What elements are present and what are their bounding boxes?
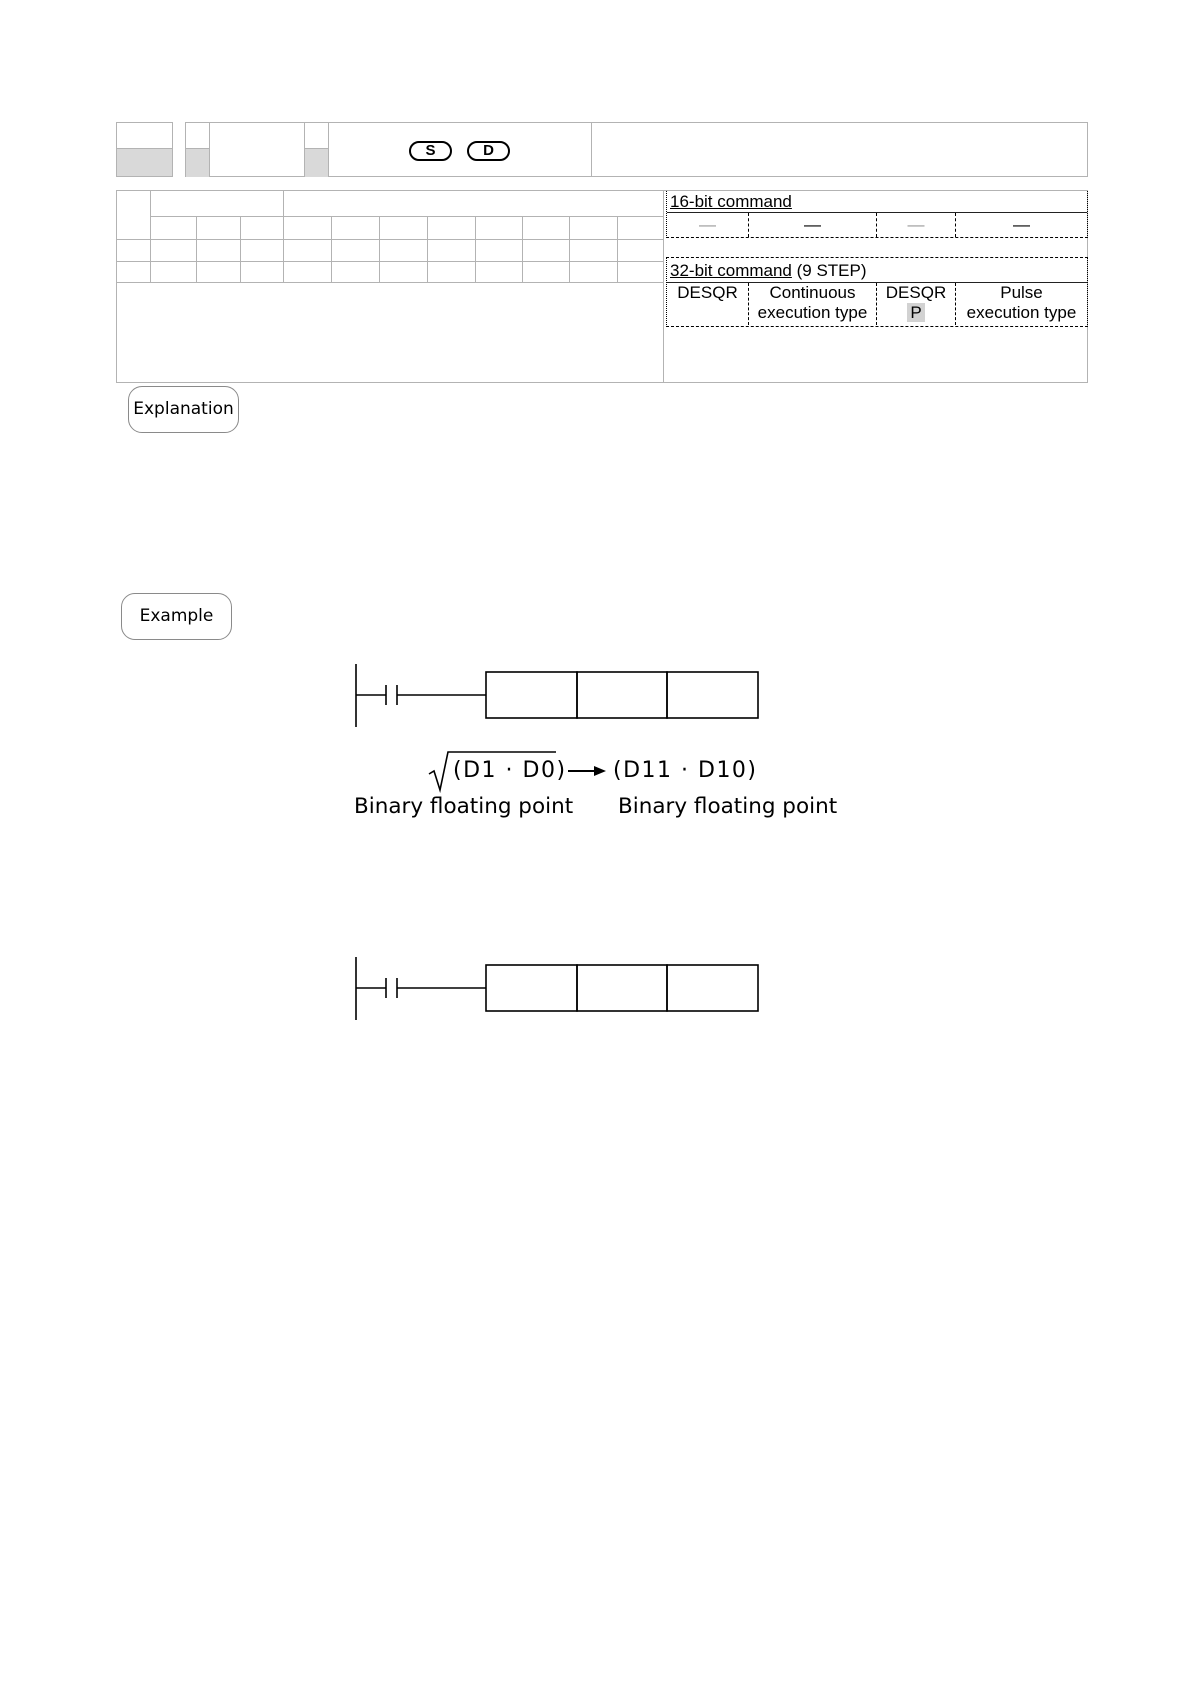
command-16bit-cell: — [749, 213, 877, 237]
grid-cell [284, 217, 332, 240]
grid-cell [197, 217, 241, 240]
command-16bit-cell: — [877, 213, 956, 237]
grid-cell [151, 217, 197, 240]
grid-cell [428, 240, 476, 262]
command-16bit-title: 16-bit command [670, 192, 792, 211]
command-32bit-title: 32-bit command [670, 261, 792, 280]
pulse-suffix-cell [305, 123, 329, 176]
grid-cell [241, 262, 284, 283]
formula-target: (D11 · D10) [613, 758, 758, 783]
mnemonic-cell [210, 123, 305, 176]
api-number-shaded-cell [117, 148, 172, 176]
grid-cell [570, 217, 618, 240]
target-caption: Binary floating point [618, 794, 838, 819]
continuous-execution-type: execution type [757, 303, 868, 322]
bit-prefix-cell [186, 123, 210, 176]
api-number-box [116, 122, 173, 177]
command-16bit-box [666, 191, 1088, 238]
operand-box-source [577, 672, 667, 718]
grid-cell [117, 262, 151, 283]
operands-cell [329, 123, 592, 176]
command-32bit-mnemonic-cell [667, 283, 749, 325]
operand-box-destination [667, 672, 758, 718]
grid-cell [523, 217, 570, 240]
command-16bit-cell: — [667, 213, 749, 237]
source-caption: Binary floating point [354, 794, 574, 819]
grid-cell [428, 217, 476, 240]
example-label: Example [121, 593, 232, 640]
grid-cell [197, 240, 241, 262]
grid-cell [380, 262, 428, 283]
grid-cell [332, 262, 380, 283]
command-32bit-steps: (9 STEP) [791, 261, 867, 280]
command-32bit-cells [667, 283, 1087, 325]
grid-cell [476, 217, 523, 240]
grid-cell [151, 262, 197, 283]
grid-cell [332, 240, 380, 262]
instruction-box [486, 965, 577, 1011]
operand-box-destination [667, 965, 758, 1011]
command-32bit-title-row [667, 258, 1087, 283]
grid-cell [618, 217, 664, 240]
instruction-box [486, 672, 577, 718]
grid-cell [570, 262, 618, 283]
grid-cell [241, 240, 284, 262]
grid-cell [241, 217, 284, 240]
pulse-label: Pulse [1000, 283, 1043, 302]
grid-cell [618, 240, 664, 262]
explanation-label: Explanation [128, 386, 239, 433]
command-16bit-title-row [667, 191, 1087, 213]
command-32bit-pulse-mnemonic: DESQR [885, 283, 947, 302]
continuous-label: Continuous [769, 283, 856, 302]
command-16bit-cell: — [1013, 215, 1030, 234]
grid-cell [428, 262, 476, 283]
grid-cell [570, 240, 618, 262]
grid-cell [284, 262, 332, 283]
destination-operand-badge: D [467, 141, 510, 161]
source-operand-badge: S [409, 141, 452, 161]
grid-cell [332, 217, 380, 240]
pulse-suffix-p: P [907, 303, 924, 322]
function-cell [592, 123, 1087, 176]
command-32bit-mnemonic: DESQR [677, 283, 738, 302]
ladder-diagram-1 [340, 655, 770, 735]
grid-cell [476, 262, 523, 283]
grid-cell [476, 240, 523, 262]
command-32bit-pulse-mnemonic-cell [877, 283, 956, 325]
command-16bit-cells [667, 213, 1087, 237]
pulse-suffix-shaded-cell [305, 148, 328, 177]
ladder-diagram-2 [340, 948, 770, 1028]
grid-group-header [284, 191, 664, 217]
grid-cell [284, 240, 332, 262]
grid-cell [380, 240, 428, 262]
formula-source: (D1 · D0) [453, 758, 567, 783]
grid-cell [380, 217, 428, 240]
instruction-header-box [185, 122, 1088, 177]
pulse-execution-type: execution type [966, 303, 1077, 322]
grid-cell [618, 262, 664, 283]
device-grid [116, 190, 664, 283]
arrow-right-icon [564, 763, 610, 779]
bit-prefix-shaded-cell [186, 148, 209, 177]
command-32bit-pulse-cell [956, 283, 1087, 325]
grid-group-header [151, 191, 284, 217]
grid-cell [523, 262, 570, 283]
grid-cell [523, 240, 570, 262]
command-32bit-box [666, 257, 1088, 327]
grid-cell [151, 240, 197, 262]
grid-corner-cell [117, 191, 151, 240]
grid-cell [117, 240, 151, 262]
operand-box-source [577, 965, 667, 1011]
command-32bit-continuous-cell [749, 283, 877, 325]
grid-cell [197, 262, 241, 283]
